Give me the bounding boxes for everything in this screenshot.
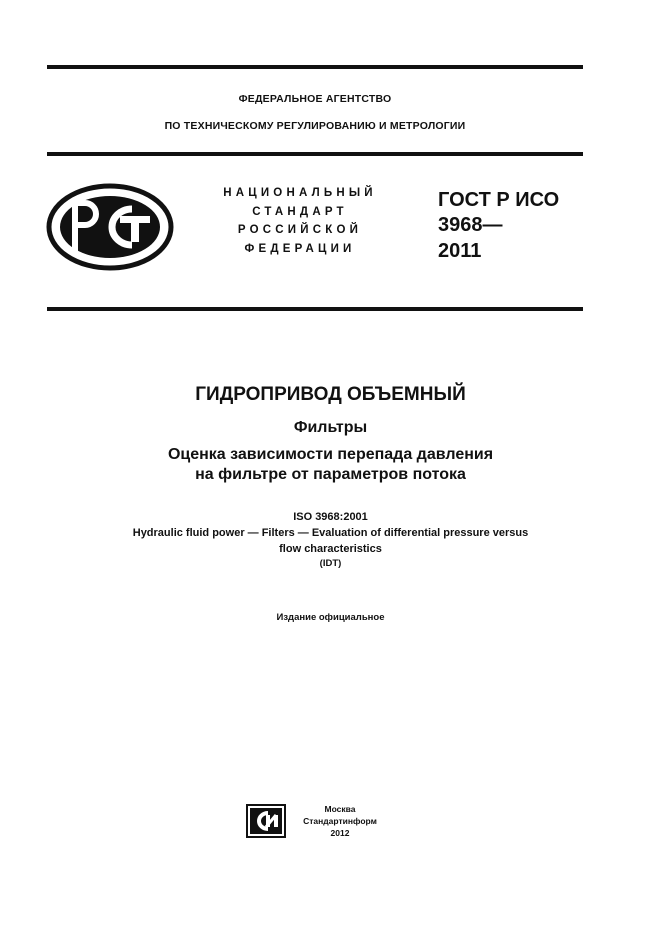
pct-emblem-icon <box>46 183 174 271</box>
idt-label: (IDT) <box>319 558 342 569</box>
edition-label: Издание официальное <box>276 612 385 623</box>
english-title-line1: Hydraulic fluid power — Filters — Evaluation of differential pressure versus <box>132 527 529 539</box>
designation-line1: ГОСТ Р ИСО <box>438 189 560 211</box>
designation-rule <box>47 307 583 311</box>
publication-year: 2012 <box>330 828 350 838</box>
publisher-name: Стандартинформ <box>303 816 377 826</box>
document-description-line2: на фильтре от параметров потока <box>195 466 466 483</box>
standard-type-line3: РОССИЙСКОЙ <box>237 224 363 236</box>
standard-type-line2: СТАНДАРТ <box>252 206 348 218</box>
english-title-line2: flow characteristics <box>279 543 382 555</box>
standard-type-line4: ФЕДЕРАЦИИ <box>244 243 356 255</box>
document-title: ГИДРОПРИВОД ОБЪЕМНЫЙ <box>195 384 466 405</box>
publisher-city: Москва <box>324 804 356 814</box>
agency-name-line2: ПО ТЕХНИЧЕСКОМУ РЕГУЛИРОВАНИЮ И МЕТРОЛОГИИ <box>164 120 466 132</box>
document-subtitle: Фильтры <box>293 419 368 436</box>
standard-type-line1: НАЦИОНАЛЬНЫЙ <box>223 187 377 199</box>
agency-name-line1: ФЕДЕРАЛЬНОЕ АГЕНТСТВО <box>238 93 392 105</box>
designation-line2: 3968— <box>438 214 503 236</box>
document-description-line1: Оценка зависимости перепада давления <box>167 446 494 463</box>
standartinform-logo-icon <box>246 804 286 838</box>
header-rule <box>47 152 583 156</box>
iso-reference: ISO 3968:2001 <box>293 511 368 523</box>
top-rule <box>47 65 583 69</box>
designation-line3: 2011 <box>438 240 482 262</box>
